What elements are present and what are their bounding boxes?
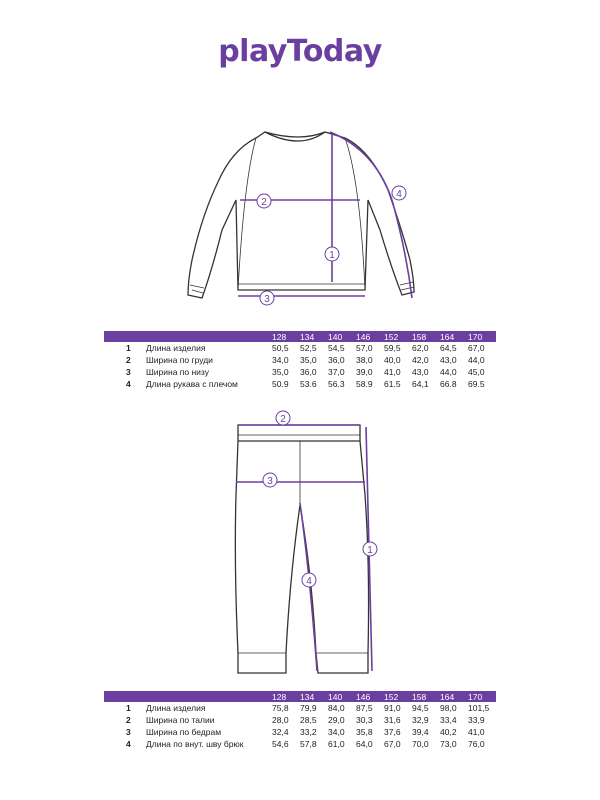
- cell: 32,4: [272, 727, 289, 737]
- cell: 35,0: [300, 355, 317, 365]
- cell: 79,9: [300, 703, 317, 713]
- size-col: 146: [356, 331, 384, 342]
- row-number: 1: [126, 343, 131, 353]
- cell: 45,0: [468, 367, 485, 377]
- cell: 36,0: [300, 367, 317, 377]
- size-col: 128: [272, 691, 300, 702]
- cell: 35,8: [356, 727, 373, 737]
- row-number: 3: [126, 367, 131, 377]
- table-row: [104, 726, 496, 738]
- row-number: 4: [126, 379, 131, 389]
- table-row: [104, 354, 496, 366]
- brand-logo: [0, 34, 600, 69]
- size-col: 158: [412, 331, 440, 342]
- cell: 73,0: [440, 739, 457, 749]
- size-col: 152: [384, 331, 412, 342]
- marker-2-label: 2: [280, 414, 286, 425]
- marker-4-label: 4: [396, 189, 402, 200]
- table-row: [104, 702, 496, 714]
- cell: 62,0: [412, 343, 429, 353]
- size-col: 164: [440, 691, 468, 702]
- table-row: [104, 714, 496, 726]
- size-header-row: [104, 331, 496, 342]
- cell: 28,0: [272, 715, 289, 725]
- size-col: 152: [384, 691, 412, 702]
- row-label: Длина изделия: [146, 343, 206, 353]
- cell: 75,8: [272, 703, 289, 713]
- cell: 69.5: [468, 379, 485, 389]
- size-col: 158: [412, 691, 440, 702]
- row-number: 2: [126, 715, 131, 725]
- cell: 70,0: [412, 739, 429, 749]
- cell: 43,0: [412, 367, 429, 377]
- cell: 41,0: [468, 727, 485, 737]
- size-col: 128: [272, 331, 300, 342]
- cell: 33,4: [440, 715, 457, 725]
- cell: 58.9: [356, 379, 373, 389]
- cell: 44,0: [468, 355, 485, 365]
- row-label: Ширина по груди: [146, 355, 213, 365]
- cell: 33,2: [300, 727, 317, 737]
- cell: 64,0: [356, 739, 373, 749]
- row-number: 4: [126, 739, 131, 749]
- cell: 40,2: [440, 727, 457, 737]
- size-col: 134: [300, 691, 328, 702]
- cell: 101,5: [468, 703, 490, 713]
- cell: 98,0: [440, 703, 457, 713]
- cell: 61.5: [384, 379, 401, 389]
- cell: 29,0: [328, 715, 345, 725]
- size-col: 140: [328, 331, 356, 342]
- size-col: 146: [356, 691, 384, 702]
- marker-1-label: 1: [329, 250, 335, 261]
- cell: 40,0: [384, 355, 401, 365]
- cell: 76,0: [468, 739, 485, 749]
- pants-measure-lines: [236, 425, 372, 671]
- row-label: Длина изделия: [146, 703, 206, 713]
- header-blank: [104, 331, 272, 342]
- table-row: [104, 738, 496, 750]
- cell: 67,0: [468, 343, 485, 353]
- cell: 67,0: [384, 739, 401, 749]
- pants-diagram: [220, 405, 400, 680]
- marker-4-label: 4: [306, 576, 312, 587]
- cell: 36,0: [328, 355, 345, 365]
- cell: 64,1: [412, 379, 429, 389]
- cell: 43,0: [440, 355, 457, 365]
- row-label: Длина рукава с плечом: [146, 379, 238, 389]
- cell: 39,4: [412, 727, 429, 737]
- sweatshirt-diagram: [170, 120, 430, 320]
- row-number: 3: [126, 727, 131, 737]
- size-header-row: [104, 691, 496, 702]
- marker-3-label: 3: [264, 294, 270, 305]
- cell: 37,6: [384, 727, 401, 737]
- cell: 28,5: [300, 715, 317, 725]
- marker-1-label: 1: [367, 545, 373, 556]
- cell: 34,0: [328, 727, 345, 737]
- size-col: 170: [468, 691, 496, 702]
- cell: 54,6: [272, 739, 289, 749]
- cell: 50,5: [272, 343, 289, 353]
- cell: 38,0: [356, 355, 373, 365]
- cell: 64,5: [440, 343, 457, 353]
- cell: 91,0: [384, 703, 401, 713]
- cell: 42,0: [412, 355, 429, 365]
- cell: 52,5: [300, 343, 317, 353]
- size-col: 134: [300, 331, 328, 342]
- cell: 50.9: [272, 379, 289, 389]
- cell: 66.8: [440, 379, 457, 389]
- cell: 54,5: [328, 343, 345, 353]
- cell: 41,0: [384, 367, 401, 377]
- row-label: Ширина по бедрам: [146, 727, 222, 737]
- row-label: Ширина по низу: [146, 367, 209, 377]
- cell: 37,0: [328, 367, 345, 377]
- cell: 57,8: [300, 739, 317, 749]
- cell: 44,0: [440, 367, 457, 377]
- marker-3-label: 3: [267, 476, 273, 487]
- pants-size-table: [104, 691, 496, 750]
- cell: 31,6: [384, 715, 401, 725]
- table-row: [104, 366, 496, 378]
- size-col: 164: [440, 331, 468, 342]
- marker-2-label: 2: [261, 197, 267, 208]
- cell: 39,0: [356, 367, 373, 377]
- row-number: 2: [126, 355, 131, 365]
- table-row: [104, 378, 496, 390]
- cell: 35,0: [272, 367, 289, 377]
- cell: 87,5: [356, 703, 373, 713]
- brand-logo-text: playToday: [218, 34, 382, 69]
- cell: 32,9: [412, 715, 429, 725]
- cell: 53.6: [300, 379, 317, 389]
- row-label: Длина по внут. шву брюк: [146, 739, 244, 749]
- cell: 30,3: [356, 715, 373, 725]
- cell: 33,9: [468, 715, 485, 725]
- cell: 94,5: [412, 703, 429, 713]
- row-number: 1: [126, 703, 131, 713]
- row-label: Ширина по талии: [146, 715, 215, 725]
- sweatshirt-outline: [188, 132, 414, 298]
- size-col: 170: [468, 331, 496, 342]
- size-col: 140: [328, 691, 356, 702]
- cell: 34,0: [272, 355, 289, 365]
- cell: 57,0: [356, 343, 373, 353]
- cell: 59,5: [384, 343, 401, 353]
- pants-outline: [235, 425, 368, 673]
- cell: 61,0: [328, 739, 345, 749]
- header-blank: [104, 691, 272, 702]
- sweatshirt-measure-lines: [238, 132, 412, 298]
- table-row: [104, 342, 496, 354]
- cell: 56.3: [328, 379, 345, 389]
- sweatshirt-size-table: [104, 331, 496, 390]
- cell: 84,0: [328, 703, 345, 713]
